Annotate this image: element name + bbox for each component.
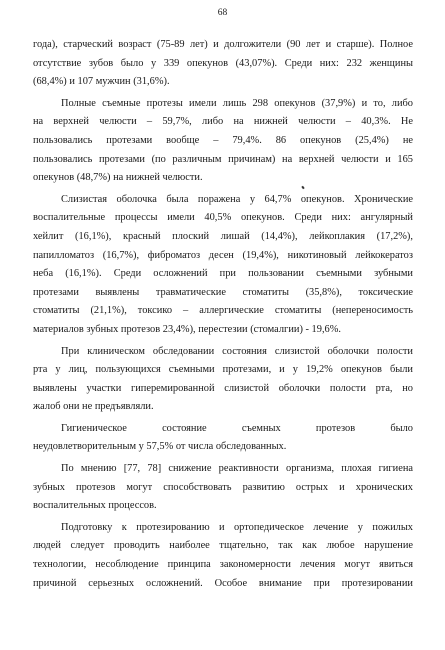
text-line: на верхней челюсти – 59,7%, либо на нижней челюсти – 40,3%. Не [33, 116, 413, 128]
paragraph-mucosa [33, 191, 413, 340]
text-line: причиной серьезных осложнений. Особое внимание при протезировании [33, 577, 413, 589]
text-line: папилломатоз (16,7%), фиброматоз десен (19,4%), никотиновый лейкокератоз [33, 249, 413, 261]
text-line: При клиническом обследовании состояния слизистой оболочки полости [61, 345, 413, 357]
paragraph-dentures [33, 95, 413, 188]
text-line: года), старческий возраст (75-89 лет) и долгожители (90 лет и старше). Полное [33, 39, 413, 50]
paragraph-demographics [33, 36, 413, 92]
text-line: воспалительные процессы имели 40,5% опекунов. Среди них: ангулярный [33, 212, 413, 224]
paragraph-preparation [33, 519, 413, 593]
text-line: пользовались протезами вообще – 79,4%. 86 опекунов (25,4%) не [33, 134, 413, 146]
text-line: хейлит (16,1%), красный плоский лишай (14,4%), лейкоплакия (17,2%), [33, 230, 413, 242]
word: Гигиеническое [61, 422, 127, 434]
text-line: пользовались протезами (по различным причинам) на верхней челюсти и 165 [33, 153, 413, 165]
word: было [390, 422, 413, 434]
text-line: (68,4%) и 107 мужчин (31,6%). [33, 76, 170, 88]
word: съемных [241, 422, 281, 434]
text-line: выявлены участки гиперемированной слизистой оболочки полости рта, но [33, 382, 413, 394]
text-line: стоматиты (21,1%), токсико – аллергические стоматиты (непереносимость [33, 305, 413, 317]
text-line: неудовлетворительным у 57,5% от числа обследованных. [33, 441, 287, 453]
text-line: технологии, несоблюдение принципа закономерности лечения могут явиться [33, 559, 413, 571]
paragraph-reactivity [33, 460, 413, 516]
text-line: материалов зубных протезов 23,4%), перестезии (стомалгии) - 19,6%. [33, 323, 341, 335]
page-body [33, 36, 413, 593]
paragraph-hygiene [33, 420, 413, 457]
text-line [33, 420, 413, 439]
text-line: рта у лиц, пользующихся съемными протезами, и у 19,2% опекунов были [33, 364, 413, 376]
text-line: жалоб они не предъявляли. [33, 401, 154, 413]
text-line: неба (16,1%). Среди осложнений при пользовании съемными зубными [33, 268, 413, 280]
text-line: воспалительных процессов. [33, 500, 157, 512]
text-line: Полные съемные протезы имели лишь 298 опекунов (37,9%) и то, либо [61, 97, 413, 109]
text-line: протезами выявлены травматические стоматиты (35,8%), токсические [33, 286, 413, 298]
word: состояние [162, 422, 207, 434]
text-line: Подготовку к протезированию и ортопедическое лечение у пожилых [61, 521, 413, 533]
paragraph-clinical-exam [33, 343, 413, 417]
text-line: Слизистая оболочка была поражена у 64,7% опекунов. Хронические [61, 193, 413, 205]
text-line: отсутствие зубов было у 339 опекунов (43,07%). Среди них: 232 женщины [33, 57, 413, 69]
word: протезов [315, 422, 356, 434]
text-line: опекунов (48,7%) на нижней челюсти. [33, 172, 203, 184]
page-number: 68 [217, 8, 228, 18]
text-line: зубных протезов могут способствовать развитию острых и хронических [33, 481, 413, 493]
text-line: По мнению [77, 78] снижение реактивности организма, плохая гигиена [61, 463, 413, 475]
text-line: людей следует проводить наиболее тщательно, так как любое нарушение [33, 540, 413, 552]
